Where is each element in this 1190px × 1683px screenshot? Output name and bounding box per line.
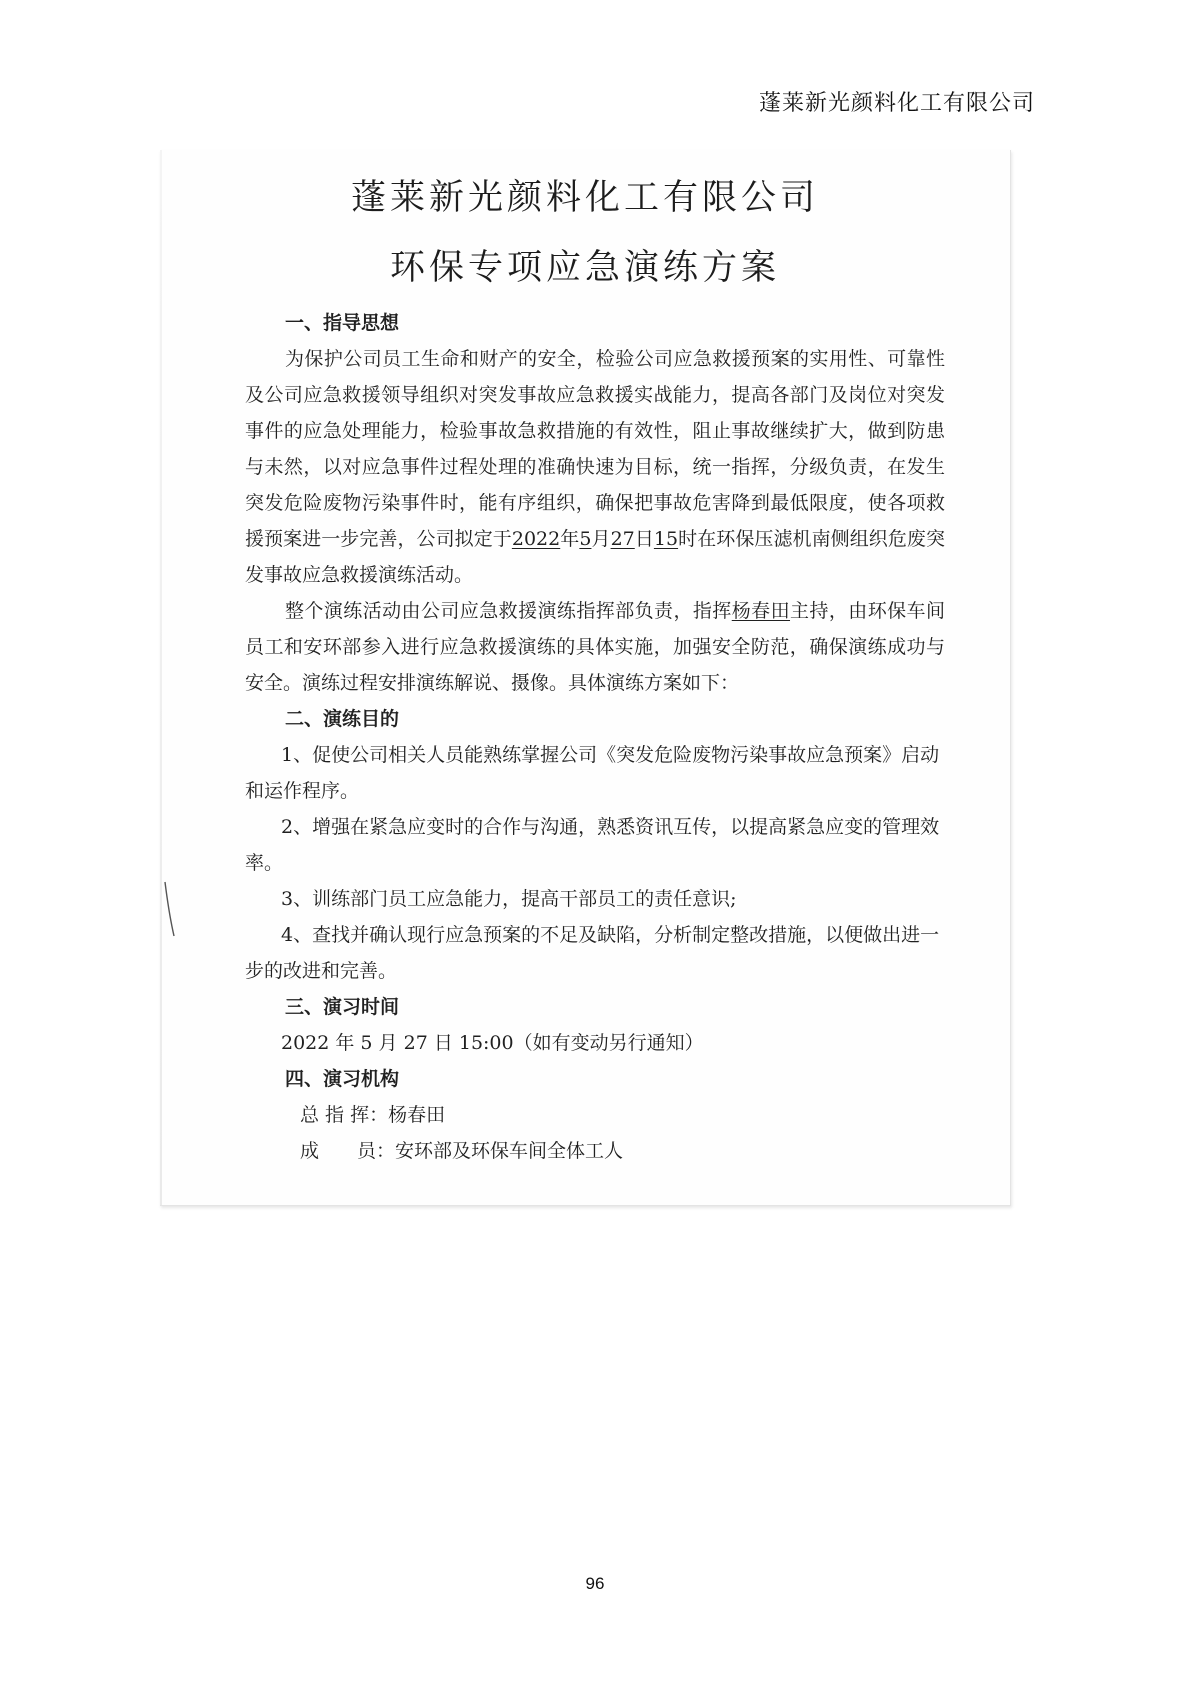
month-unit: 月 (591, 528, 611, 550)
year-unit: 年 (560, 528, 580, 550)
purpose-item: 4、查找并确认现行应急预案的不足及缺陷，分析制定整改措施，以便做出进一步的改进和完善。 (245, 924, 940, 982)
drill-time: 2022 年 5 月 27 日 15:00（如有变动另行通知） (281, 1032, 704, 1054)
document-title-company: 蓬莱新光颜料化工有限公司 (350, 178, 819, 218)
section-heading-drill-purpose: 二、演练目的 (285, 708, 400, 730)
drill-day: 27 (610, 528, 635, 550)
purpose-item: 3、训练部门员工应急能力，提高干部员工的责任意识; (281, 888, 737, 910)
scanned-document (160, 150, 1011, 1206)
chief-commander-row (300, 1097, 945, 1133)
chief-commander-label: 总 指 挥： (300, 1104, 389, 1126)
commander-name: 杨春田 (731, 600, 791, 622)
page-number: 96 (585, 1574, 605, 1593)
drill-hour: 15 (653, 528, 679, 550)
drill-year: 2022 (511, 528, 561, 550)
document-body (245, 305, 945, 1169)
purpose-item: 1、促使公司相关人员能熟练掌握公司《突发危险废物污染事故应急预案》启动和运作程序。 (245, 744, 940, 802)
members-value: 安环部及环保车间全体工人 (395, 1140, 624, 1162)
section-heading-guiding-ideology: 一、指导思想 (285, 312, 400, 334)
section-heading-drill-time: 三、演习时间 (285, 996, 400, 1018)
guiding-ideology-paragraph (245, 341, 945, 593)
day-unit: 日 (634, 528, 654, 550)
paragraph-head: 整个演练活动由公司应急救援演练指挥部负责，指挥 (285, 600, 732, 622)
margin-pen-mark (163, 880, 177, 940)
members-row (300, 1133, 945, 1169)
command-paragraph (245, 593, 945, 701)
purpose-item: 2、增强在紧急应变时的合作与沟通，熟悉资讯互传，以提高紧急应变的管理效率。 (245, 816, 940, 874)
section-heading-drill-organization: 四、演习机构 (285, 1068, 400, 1090)
paragraph-text: 为保护公司员工生命和财产的安全，检验公司应急救援预案的实用性、可靠性及公司应急救援领导组织对突发事故应急救援实战能力，提高各部门及岗位对突发事件的应急处理能力，检验事故急救措施的有效性，阻止事故继续扩大，做到防患与未然，以对应急事件过程处理的准确快速为目标，统一指挥，分级负责，在发生突发危险废物污染事件时，能有序组织，确保把事故危害降到最低限度，使各项救援预案进一步完善，公司拟定于 (245, 348, 945, 550)
members-label: 成 员： (300, 1140, 396, 1162)
chief-commander-name: 杨春田 (388, 1104, 446, 1126)
drill-month: 5 (579, 528, 592, 550)
paragraph-tail: 主持，由环保车间员工和安环部参入进行应急救援演练的具体实施，加强安全防范，确保演练成功与安全。演练过程安排演练解说、摄像。具体演练方案如下： (245, 600, 945, 694)
paragraph-tail: 时在环保压滤机南侧组织危废突发事故应急救援演练活动。 (245, 528, 945, 586)
document-title-plan: 环保专项应急演练方案 (389, 248, 780, 288)
running-header-company: 蓬莱新光颜料化工有限公司 (758, 91, 1035, 116)
